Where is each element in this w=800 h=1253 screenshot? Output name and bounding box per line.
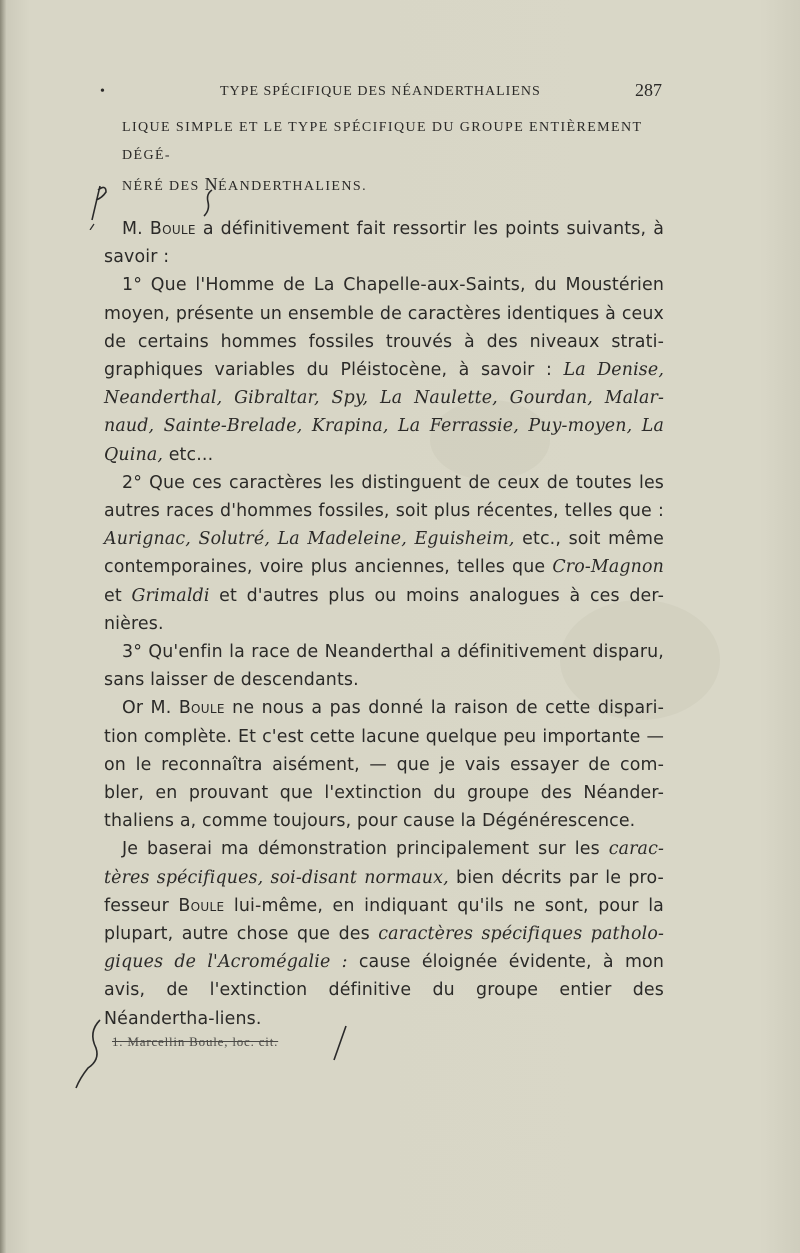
text-run: et d'autres plus ou moins analogues à ces der-nières. [104,585,664,634]
intro-line-2 [104,170,664,201]
site-list: La Denise, Neanderthal, Gibraltar, Spy, La Naulette, Gourdan, Malar-naud, Sainte-Brelade, Krapina, La Ferrassie, Puy-moyen, La Quina, [104,360,665,465]
text-run: etc... [163,444,214,465]
emphasis: caractères spécifiques patholo-giques de l'Acromégalie : [104,924,664,973]
paragraph-2 [104,271,664,468]
running-header [100,80,670,104]
intro-capital: N [204,174,219,194]
site-name: Cro-Magnon [552,557,664,578]
author-name: Boule [178,895,225,916]
text-run: 1° Que l'Homme de La Chapelle-aux-Saints, du Moustérien moyen, présente un ensemble de caractères identiques à ceux de certains hommes fossiles trouvés à des niveaux strati-graphiques variables du Pléistocène, à savoir : [104,275,664,381]
text-run: lui-même, en indiquant qu'ils ne sont, pour la plupart, autre chose que des [104,895,664,945]
text-run: cause éloignée évidente, à mon avis, de l'extinction définitive du groupe entier des Néandertha-liens. [104,952,664,1029]
paragraph-3 [104,469,664,638]
text-run: etc., soit même contemporaines, voire plus anciennes, telles que [104,529,664,578]
struck-footnote: 1. Marcellin Boule, loc. cit. [112,1034,279,1049]
running-title: TYPE SPÉCIFIQUE DES NÉANDERTHALIENS [220,84,541,99]
page-edge-shadow [0,0,6,1253]
author-name: Boule [178,698,225,719]
site-list: Aurignac, Solutré, La Madeleine, Eguisheim, [104,529,515,550]
text-run: M. [122,219,150,239]
author-name: Boule [149,219,196,239]
paragraph-1 [104,215,664,271]
intro-text: ÉANDERTHALIENS. [218,179,367,194]
text-run: Or M. [122,698,179,719]
text-run: ne nous a pas donné la raison de cette dispari-tion complète. Et c'est cette lacune quelque peu importante — on le reconnaîtra aisément, — que je vais essayer de com-bler, en prouvant que l'extinction du groupe des Néander-thaliens a, comme toujours, pour cause la Dégénérescence. [104,698,664,832]
paragraph-6 [104,835,664,1032]
text-run: a définitivement fait ressortir les points suivants, à savoir : [104,219,665,268]
text-run: 2° Que ces caractères les distinguent de ceux de toutes les autres races d'hommes fossiles, soit plus récentes, telles que : [104,472,664,522]
page-number: 287 [635,80,662,100]
paragraph-5 [104,694,664,835]
site-name: Grimaldi [131,585,210,606]
text-run: bien décrits par le pro-fesseur [104,867,664,916]
text-run: Je baserai ma démonstration principalement sur les [122,839,609,860]
paragraph-4: 3° Qu'enfin la race de Neanderthal a définitivement disparu, sans laisser de descendants. [104,642,664,691]
emphasis: carac-tères spécifiques, soi-disant normaux, [104,839,664,888]
intro-text: NÉRÉ DES [122,179,205,194]
text-block [104,114,664,1033]
header-dot: • [100,84,105,99]
body-text [104,215,664,1033]
text-run: et [104,585,132,606]
intro-line-1: LIQUE SIMPLE ET LE TYPE SPÉCIFIQUE DU GROUPE ENTIÈREMENT DÉGÉ- [122,120,643,163]
